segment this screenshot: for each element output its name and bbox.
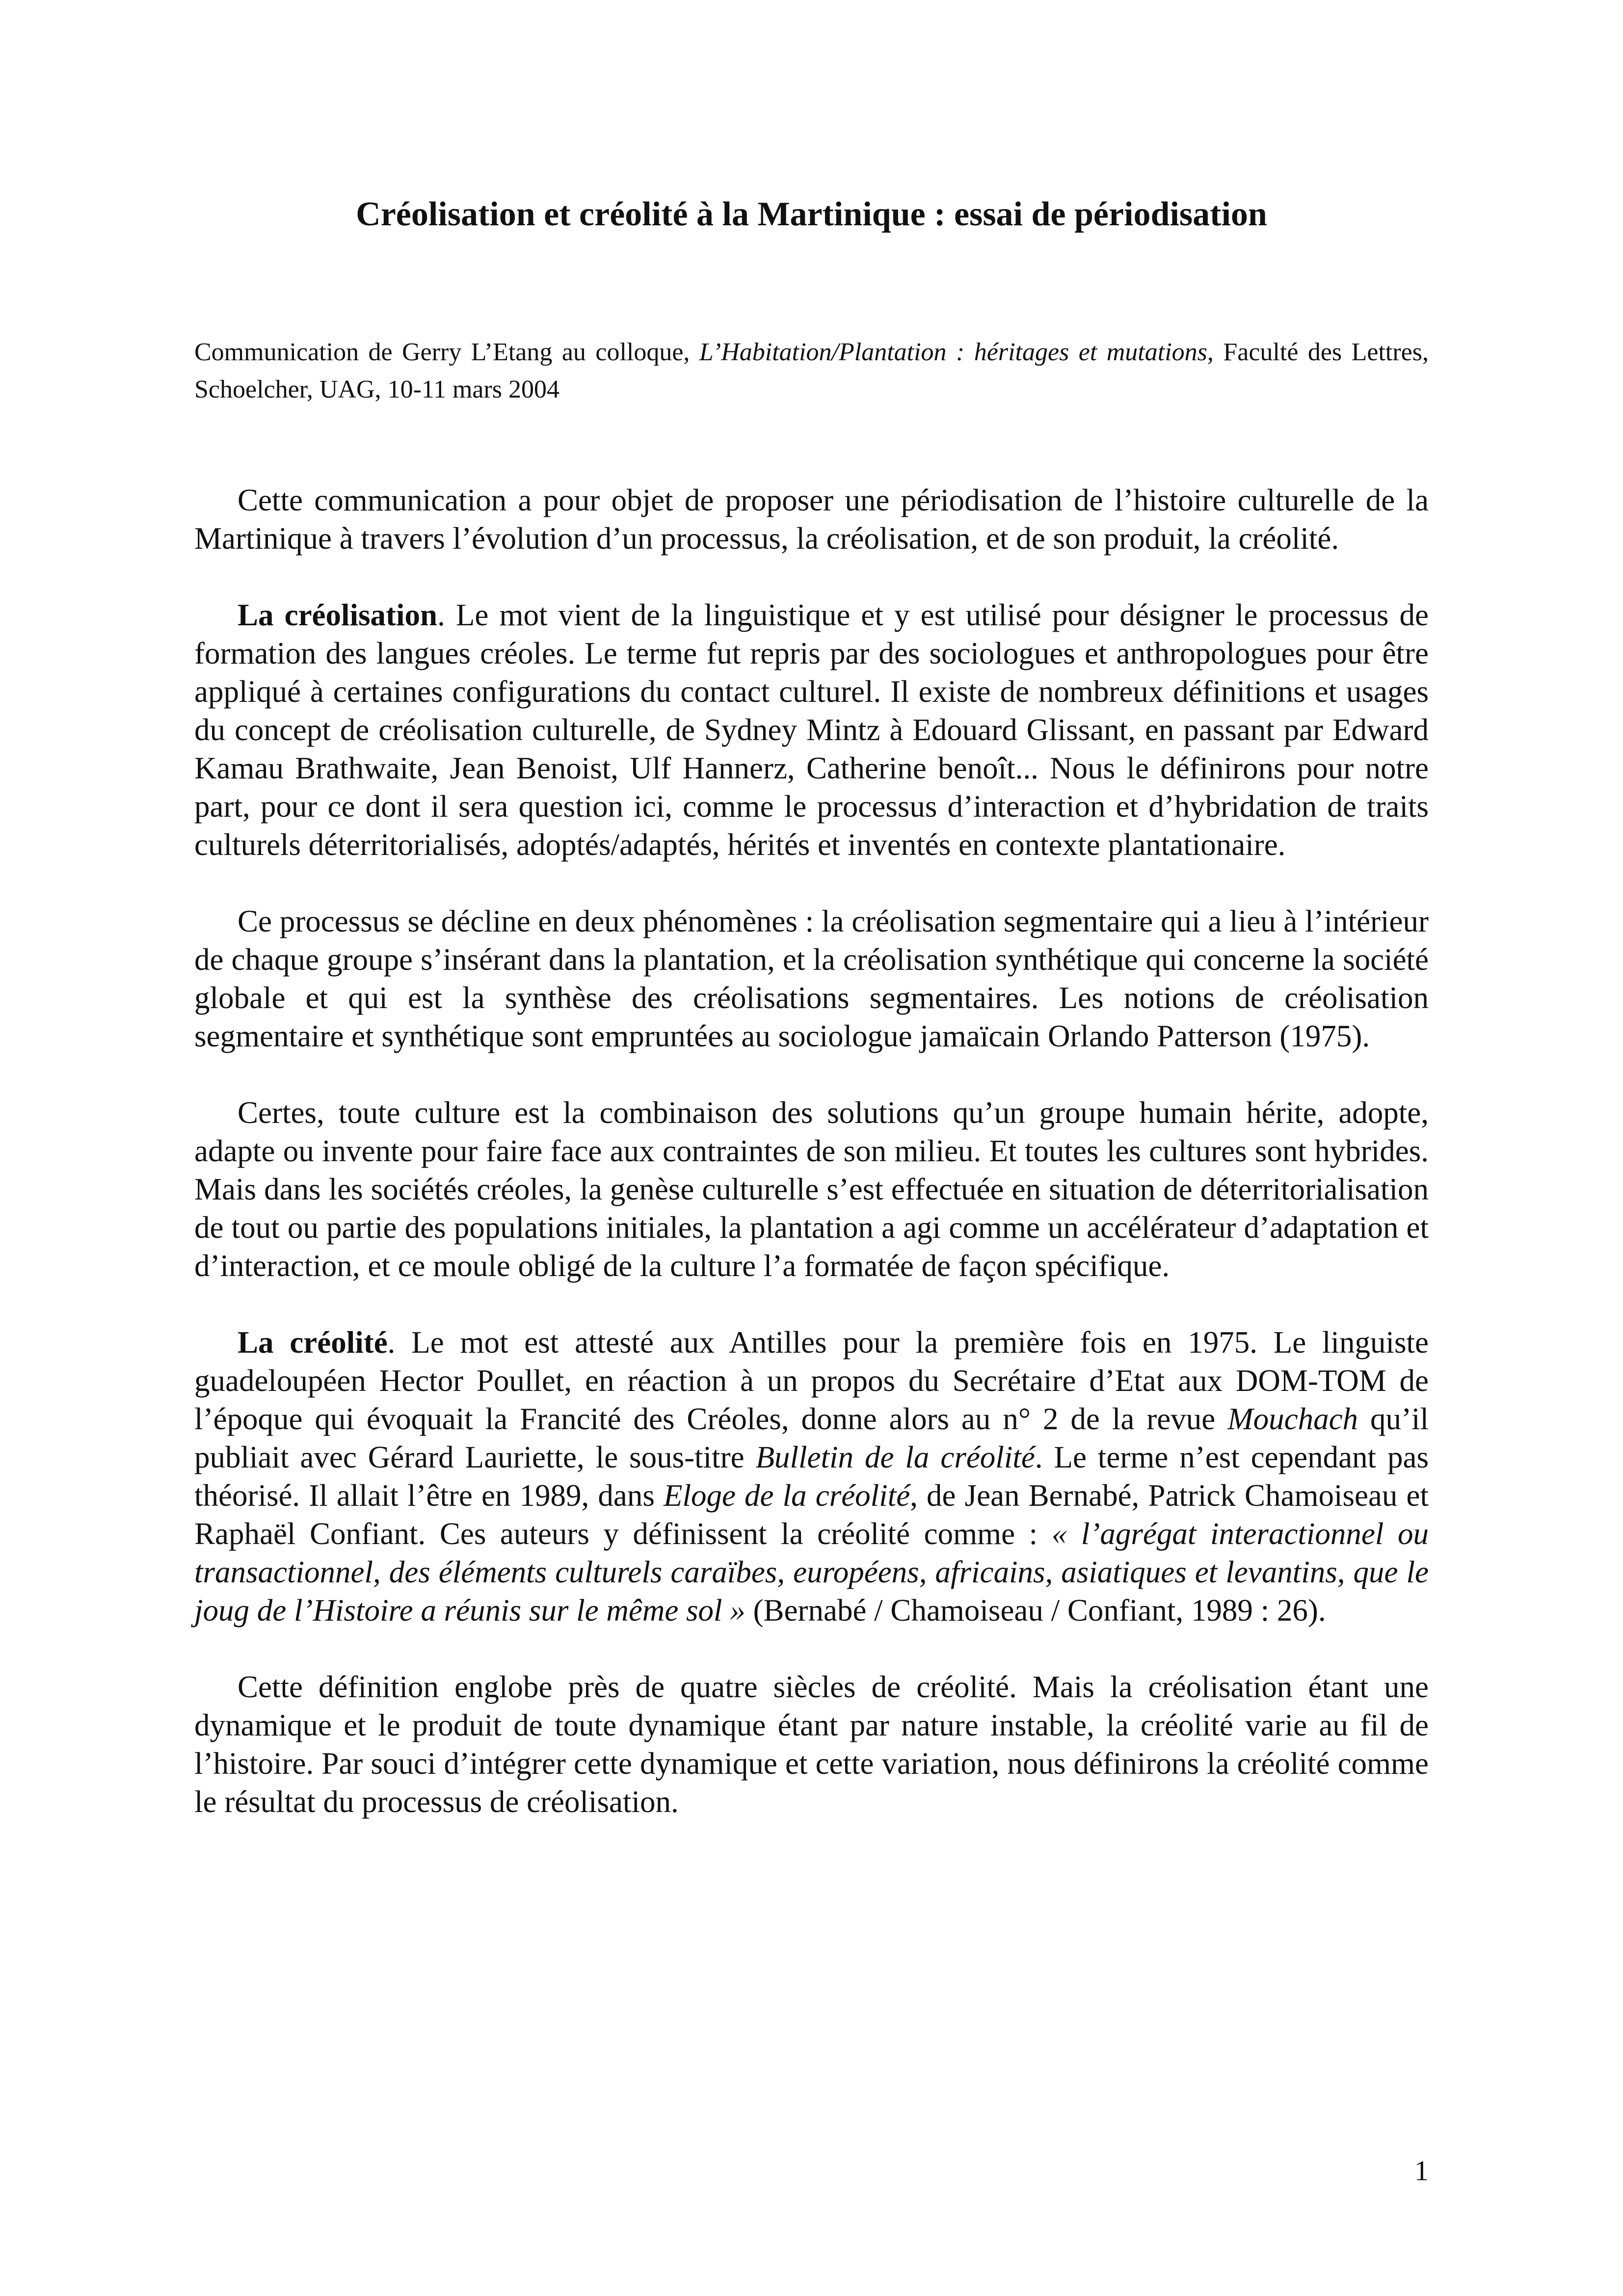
section-heading-creolisation: La créolisation <box>238 598 438 632</box>
section-heading-creolite: La créolité <box>238 1325 388 1360</box>
paragraph-definition: Cette définition englobe près de quatre siècles de créolité. Mais la créolisation étant une dynamique et le produit de toute dynamique étant par nature instable, la créolité varie au fil de l’histoire. Par souci d’intégrer cette dynamique et cette variation, nous définirons la créolité comme le résultat du processus de créolisation. <box>194 1670 1429 1819</box>
creolite-text-4: , de Jean Bernabé, Patrick Chamoiseau et Raphaël Confiant. Ces auteurs y définissent la créolité comme : <box>194 1478 1429 1551</box>
creolite-text-1: . Le mot est attesté aux Antilles pour la première fois en 1975. Le linguiste guadeloupéen Hector Poullet, en réaction à un propos du Secrétaire d’Etat aux DOM-TOM de l’époque qui évoquait la Francité des Créoles, donne alors au n° 2 de la revue <box>194 1325 1429 1436</box>
paragraph-intro: Cette communication a pour objet de proposer une périodisation de l’histoire culturelle de la Martinique à travers l’évolution d’un processus, la créolisation, et de son produit, la créolité. <box>194 483 1429 556</box>
paragraph-creolite <box>194 1323 1429 1629</box>
document-title: Créolisation et créolité à la Martinique : essai de périodisation <box>356 195 1267 233</box>
meta-text-1: Communication de Gerry L’Etang au colloque, <box>194 338 699 366</box>
creolite-text-2: qu’il publiait avec Gérard Lauriette, le sous-titre <box>194 1402 1429 1474</box>
page-number: 1 <box>1414 2155 1429 2187</box>
colloquium-title: L’Habitation/Plantation : héritages et mutations <box>699 338 1207 366</box>
paragraph-creolisation-text: . Le mot vient de la linguistique et y est utilisé pour désigner le processus de formation des langues créoles. Le terme fut repris par des sociologues et anthropologues pour être appliqué à certaines configurations du contact culturel. Il existe de nombreux définitions et usages du concept de créolisation culturelle, de Sydney Mintz à Edouard Glissant, en passant par Edward Kamau Brathwaite, Jean Benoist, Ulf Hannerz, Catherine benoît... Nous le définirons pour notre part, pour ce dont il sera question ici, comme le processus d’interaction et d’hybridation de traits culturels déterritorialisés, adoptés/adaptés, hérités et inventés en contexte plantationaire. <box>194 598 1429 862</box>
paragraph-culture: Certes, toute culture est la combinaison des solutions qu’un groupe humain hérite, adopte, adapte ou invente pour faire face aux contraintes de son milieu. Et toutes les cultures sont hybrides. Mais dans les sociétés créoles, la genèse culturelle s’est effectuée en situation de déterritorialisation de tout ou partie des populations initiales, la plantation a agi comme un accélérateur d’adaptation et d’interaction, et ce moule obligé de la culture l’a formatée de façon spécifique. <box>194 1095 1429 1283</box>
definition-quote: « l’agrégat interactionnel ou transactionnel, des éléments culturels caraïbes, européens, africains, asiatiques et levantins, que le joug de l’Histoire a réunis sur le même sol » <box>194 1517 1429 1628</box>
body-text <box>194 481 1429 1859</box>
book-title: Eloge de la créolité <box>663 1478 910 1513</box>
journal-title: Mouchach <box>1227 1402 1358 1436</box>
subtitle-title: Bulletin de la créolité <box>755 1440 1035 1474</box>
paragraph-creolisation <box>194 596 1429 864</box>
creolite-citation: (Bernabé / Chamoiseau / Confiant, 1989 : 26). <box>745 1593 1326 1628</box>
creolite-text-3: . Le terme n’est cependant pas théorisé. Il allait l’être en 1989, dans <box>194 1440 1429 1513</box>
paragraph-segmentaire: Ce processus se décline en deux phénomènes : la créolisation segmentaire qui a lieu à l’intérieur de chaque groupe s’insérant dans la plantation, et la créolisation synthétique qui concerne la société globale et qui est la synthèse des créolisations segmentaires. Les notions de créolisation segmentaire et synthétique sont empruntées au sociologue jamaïcain Orlando Patterson (1975). <box>194 904 1429 1053</box>
meta-text-2: , Faculté des Lettres, Schoelcher, UAG, 10-11 mars 2004 <box>194 338 1429 403</box>
communication-info <box>194 334 1429 408</box>
